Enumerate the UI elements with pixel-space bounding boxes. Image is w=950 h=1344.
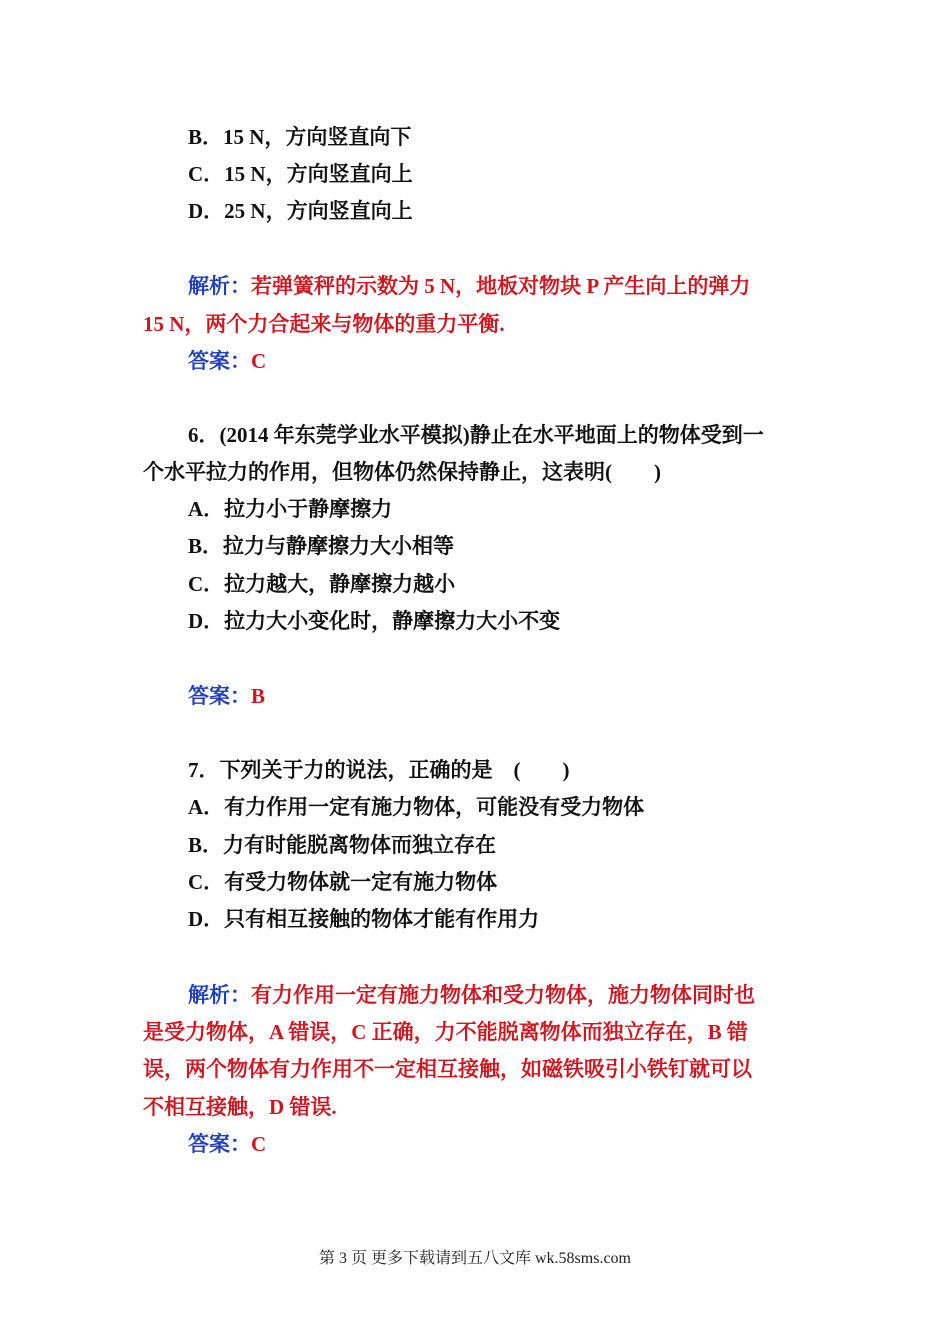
q6-answer: [188, 682, 265, 710]
q5-option-b: B．15 N，方向竖直向下: [188, 125, 412, 149]
q5-analysis-line-2: 15 N，两个力合起来与物体的重力平衡.: [143, 312, 505, 336]
q5-analysis-text-1: 若弹簧秤的示数为 5 N，地板对物块 P 产生向上的弹力: [251, 274, 751, 298]
page-footer: 第 3 页 更多下载请到五八文库 wk.58sms.com: [318, 1250, 631, 1267]
q6-option-d: D．拉力大小变化时，静摩擦力大小不变: [188, 609, 561, 633]
q6-option-c: C．拉力越大，静摩擦力越小: [188, 572, 456, 596]
q6-option-b: B．拉力与静摩擦力大小相等: [188, 534, 455, 558]
q5-answer: [188, 347, 266, 375]
q5-analysis-line-1: [188, 272, 750, 300]
q7-analysis-line-1: [188, 981, 755, 1009]
q5-analysis-label: 解析：: [188, 274, 251, 298]
q7-option-a: A．有力作用一定有施力物体，可能没有受力物体: [188, 795, 645, 819]
q7-analysis-text-1: 有力作用一定有施力物体和受力物体，施力物体同时也: [251, 983, 755, 1007]
q7-option-d: D．只有相互接触的物体才能有作用力: [188, 907, 540, 931]
q7-answer: [188, 1130, 266, 1158]
q7-analysis-line-2: 是受力物体，A 错误，C 正确，力不能脱离物体而独立存在，B 错: [143, 1020, 748, 1044]
q7-analysis-label: 解析：: [188, 983, 251, 1007]
q7-option-b: B．力有时能脱离物体而独立存在: [188, 833, 497, 857]
q6-answer-label: 答案：: [188, 684, 251, 708]
q6-stem-line-1: 6．(2014 年东莞学业水平模拟)静止在水平地面上的物体受到一: [188, 423, 764, 447]
q6-answer-value: B: [251, 684, 266, 708]
q7-analysis-line-3: 误，两个物体有力作用不一定相互接触，如磁铁吸引小铁钉就可以: [143, 1057, 752, 1081]
q5-option-d: D．25 N，方向竖直向上: [188, 199, 413, 223]
q6-stem-line-2: 个水平拉力的作用，但物体仍然保持静止，这表明( ): [143, 460, 661, 484]
q7-answer-value: C: [251, 1132, 267, 1156]
q7-analysis-line-4: 不相互接触，D 错误.: [143, 1095, 337, 1119]
q5-option-c: C．15 N，方向竖直向上: [188, 162, 413, 186]
q5-answer-label: 答案：: [188, 349, 251, 373]
q6-option-a: A．拉力小于静摩擦力: [188, 497, 393, 521]
q7-option-c: C．有受力物体就一定有施力物体: [188, 870, 498, 894]
q5-answer-value: C: [251, 349, 267, 373]
q7-answer-label: 答案：: [188, 1132, 251, 1156]
q7-stem: 7．下列关于力的说法，正确的是 ( ): [188, 758, 570, 782]
